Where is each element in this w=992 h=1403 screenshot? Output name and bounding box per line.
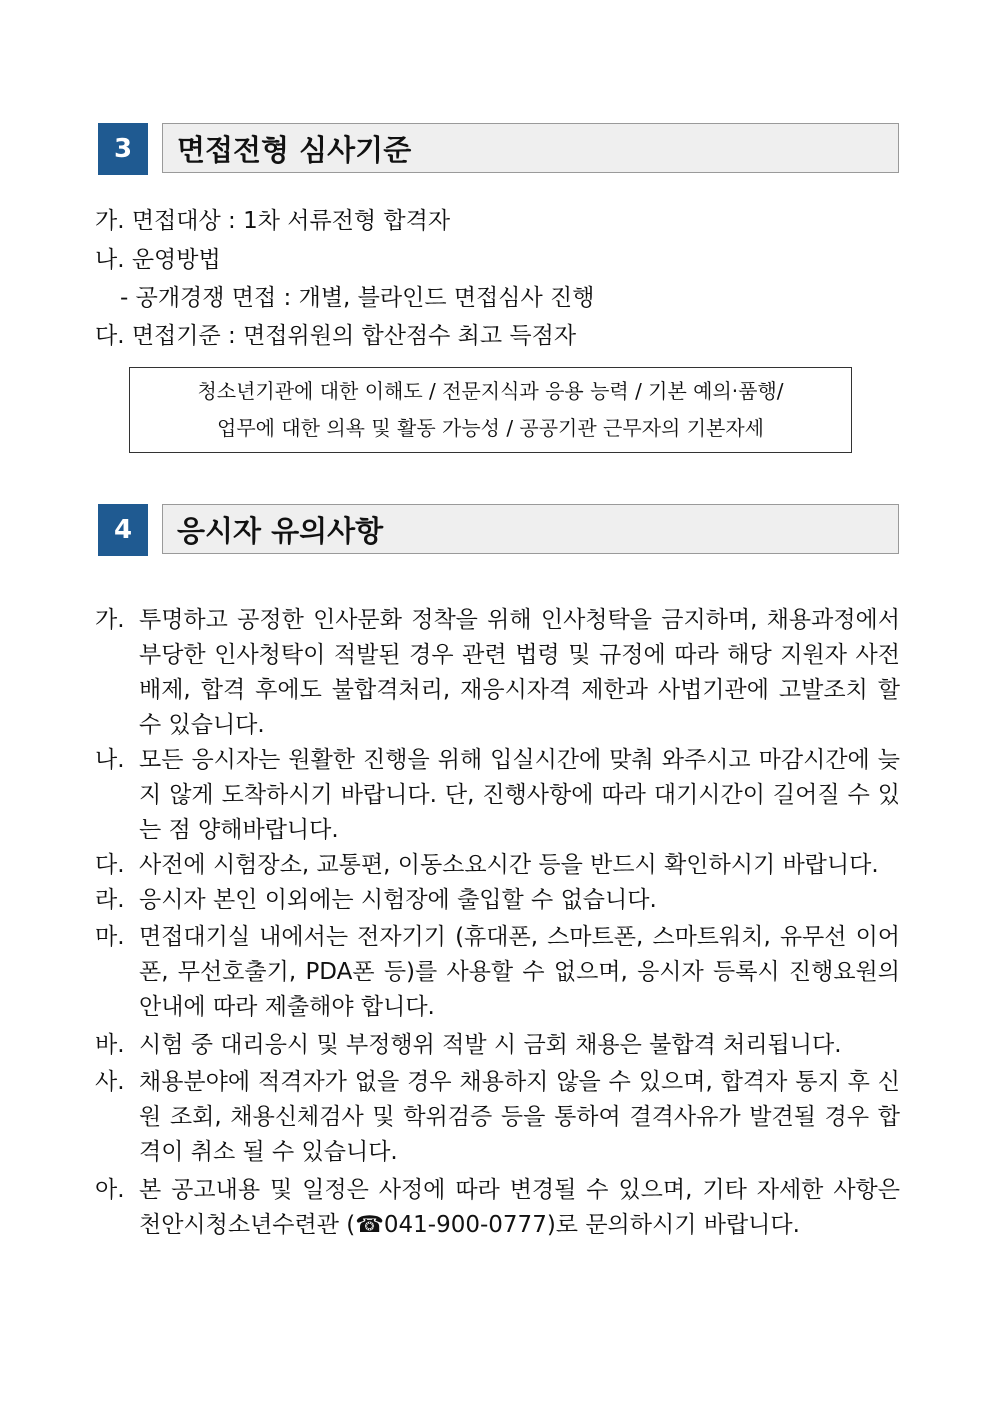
section-number: 3: [98, 123, 148, 175]
notice-text: 모든 응시자는 원활한 진행을 위해 입실시간에 맞춰 와주시고 마감시간에 늦지 않게 도착하시기 바랍니다. 단, 진행사항에 따라 대기시간이 길어질 수 있는 점 양해바랍니다.: [139, 747, 900, 843]
notice-marker: 사.: [95, 1069, 125, 1095]
notice-item: [95, 1173, 900, 1243]
notice-item: [95, 848, 900, 883]
notice-marker: 아.: [95, 1177, 125, 1203]
notice-marker: 다.: [95, 852, 125, 878]
notice-item: [95, 1065, 900, 1170]
notice-marker: 라.: [95, 887, 125, 913]
notice-item: [95, 603, 900, 743]
notice-marker: 마.: [95, 924, 125, 950]
notice-text: 본 공고내용 및 일정은 사정에 따라 변경될 수 있으며, 기타 자세한 사항은 천안시청소년수련관 (☎041-900-0777)로 문의하시기 바랍니다.: [139, 1177, 900, 1238]
notice-marker: 가.: [95, 607, 125, 633]
section-title: 응시자 유의사항: [162, 504, 899, 554]
notice-text: 사전에 시험장소, 교통편, 이동소요시간 등을 반드시 확인하시기 바랍니다.: [139, 852, 879, 878]
notice-text: 투명하고 공정한 인사문화 정착을 위해 인사청탁을 금지하며, 채용과정에서 부당한 인사청탁이 적발된 경우 관련 법령 및 규정에 따라 해당 지원자 사전배제, 합격 후에도 불합격처리, 재응시자격 제한과 사법기관에 고발조치 할 수 있습니다.: [139, 607, 900, 738]
notice-text: 응시자 본인 이외에는 시험장에 출입할 수 없습니다.: [139, 887, 657, 913]
criteria-box: [129, 367, 852, 453]
section-4-header: [98, 504, 899, 556]
section-title: 면접전형 심사기준: [162, 123, 899, 173]
notice-item: [95, 1028, 900, 1063]
interview-criteria: 다. 면접기준 : 면접위원의 합산점수 최고 득점자: [95, 323, 577, 349]
notice-marker: 나.: [95, 747, 125, 773]
criteria-line: 업무에 대한 의욕 및 활동 가능성 / 공공기관 근무자의 기본자세: [217, 416, 764, 440]
operation-method-detail: - 공개경쟁 면접 : 개별, 블라인드 면접심사 진행: [120, 285, 595, 311]
section-3-header: [98, 123, 899, 175]
notice-item: [95, 883, 900, 918]
notice-item: [95, 743, 900, 848]
notice-item: [95, 920, 900, 1025]
interview-target: 가. 면접대상 : 1차 서류전형 합격자: [95, 208, 451, 234]
section-number: 4: [98, 504, 148, 556]
notice-marker: 바.: [95, 1032, 125, 1058]
notice-text: 시험 중 대리응시 및 부정행위 적발 시 금회 채용은 불합격 처리됩니다.: [139, 1032, 842, 1058]
criteria-line: 청소년기관에 대한 이해도 / 전문지식과 응용 능력 / 기본 예의·품행/: [197, 379, 784, 403]
notice-text: 면접대기실 내에서는 전자기기 (휴대폰, 스마트폰, 스마트워치, 유무선 이어폰, 무선호출기, PDA폰 등)를 사용할 수 없으며, 응시자 등록시 진행요원의 안내에 따라 제출해야 합니다.: [139, 924, 900, 1020]
operation-method: 나. 운영방법: [95, 247, 221, 273]
notice-text: 채용분야에 적격자가 없을 경우 채용하지 않을 수 있으며, 합격자 통지 후 신원 조회, 채용신체검사 및 학위검증 등을 통하여 결격사유가 발견될 경우 합격이 취소 될 수 있습니다.: [139, 1069, 900, 1165]
